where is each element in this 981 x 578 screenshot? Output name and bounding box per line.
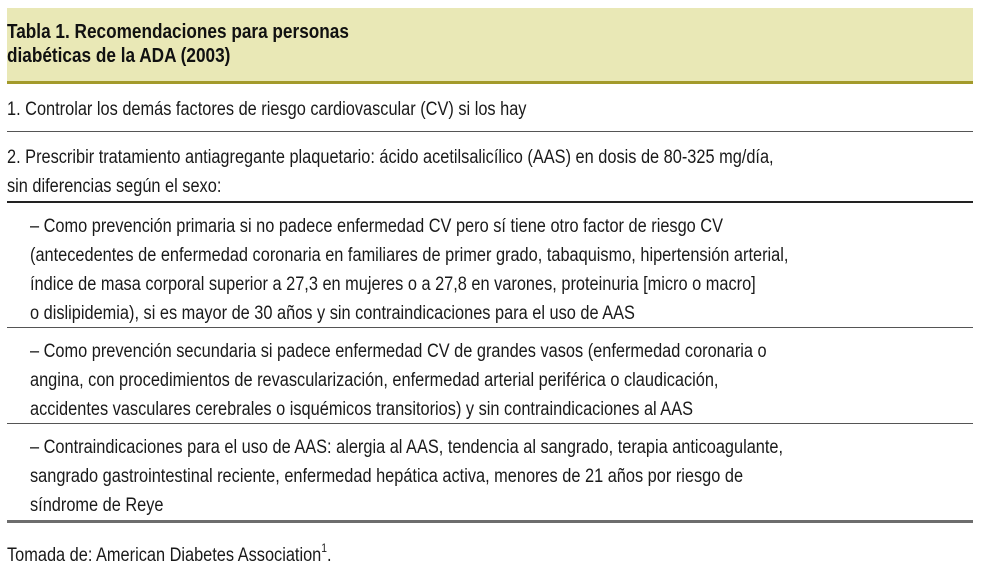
row-3-line-4: o dislipidemia), si es mayor de 30 años y sin contraindicaciones para el uso de AAS [30, 303, 635, 324]
row-3-line-3: índice de masa corporal superior a 27,3 en mujeres o a 27,8 en varones, proteinuria [micro o macro] [30, 274, 756, 295]
row-2-line-1: 2. Prescribir tratamiento antiagregante plaquetario: ácido acetilsalicílico (AAS) en dosis de 80-325 mg/día, [7, 147, 774, 168]
table-title-line-2: diabéticas de la ADA (2003) [7, 45, 231, 67]
row-5-line-1: – Contraindicaciones para el uso de AAS: alergia al AAS, tendencia al sangrado, terapia anticoagulante, [30, 437, 784, 458]
row-3-line-1: – Como prevención primaria si no padece enfermedad CV pero sí tiene otro factor de riesgo CV [30, 216, 723, 237]
row-3-line-2: (antecedentes de enfermedad coronaria en familiares de primer grado, tabaquismo, hipertensión arterial, [30, 245, 789, 266]
row-4-line-3: accidentes vasculares cerebrales o isquémicos transitorios) y sin contraindicaciones al AAS [30, 399, 693, 420]
table-row-2 [7, 132, 973, 203]
row-2-line-2: sin diferencias según el sexo: [7, 176, 222, 197]
table-title-line-1: Tabla 1. Recomendaciones para personas [7, 21, 349, 43]
table-row-primary-prevention [7, 203, 973, 328]
row-5-line-3: síndrome de Reye [30, 495, 164, 516]
table-title [7, 20, 838, 68]
row-5-line-2: sangrado gastrointestinal reciente, enfermedad hepática activa, menores de 21 años por riesgo de [30, 466, 744, 487]
table-header [7, 8, 973, 84]
table-row-secondary-prevention [7, 328, 973, 424]
table-row-contraindications [7, 424, 973, 523]
source-reference-number: 1 [321, 540, 328, 555]
source-text: Tomada de: American Diabetes Association [7, 545, 322, 566]
table-source-note [7, 541, 332, 570]
table-row-1 [7, 84, 973, 132]
row-4-line-2: angina, con procedimientos de revascularización, enfermedad arterial periférica o claudicación, [30, 370, 719, 391]
source-trailing-period: . [327, 545, 332, 566]
row-4-line-1: – Como prevención secundaria si padece enfermedad CV de grandes vasos (enfermedad coronaria o [30, 341, 767, 362]
recommendations-table [7, 8, 973, 523]
row-1-line-1: 1. Controlar los demás factores de riesgo cardiovascular (CV) si los hay [7, 99, 527, 120]
